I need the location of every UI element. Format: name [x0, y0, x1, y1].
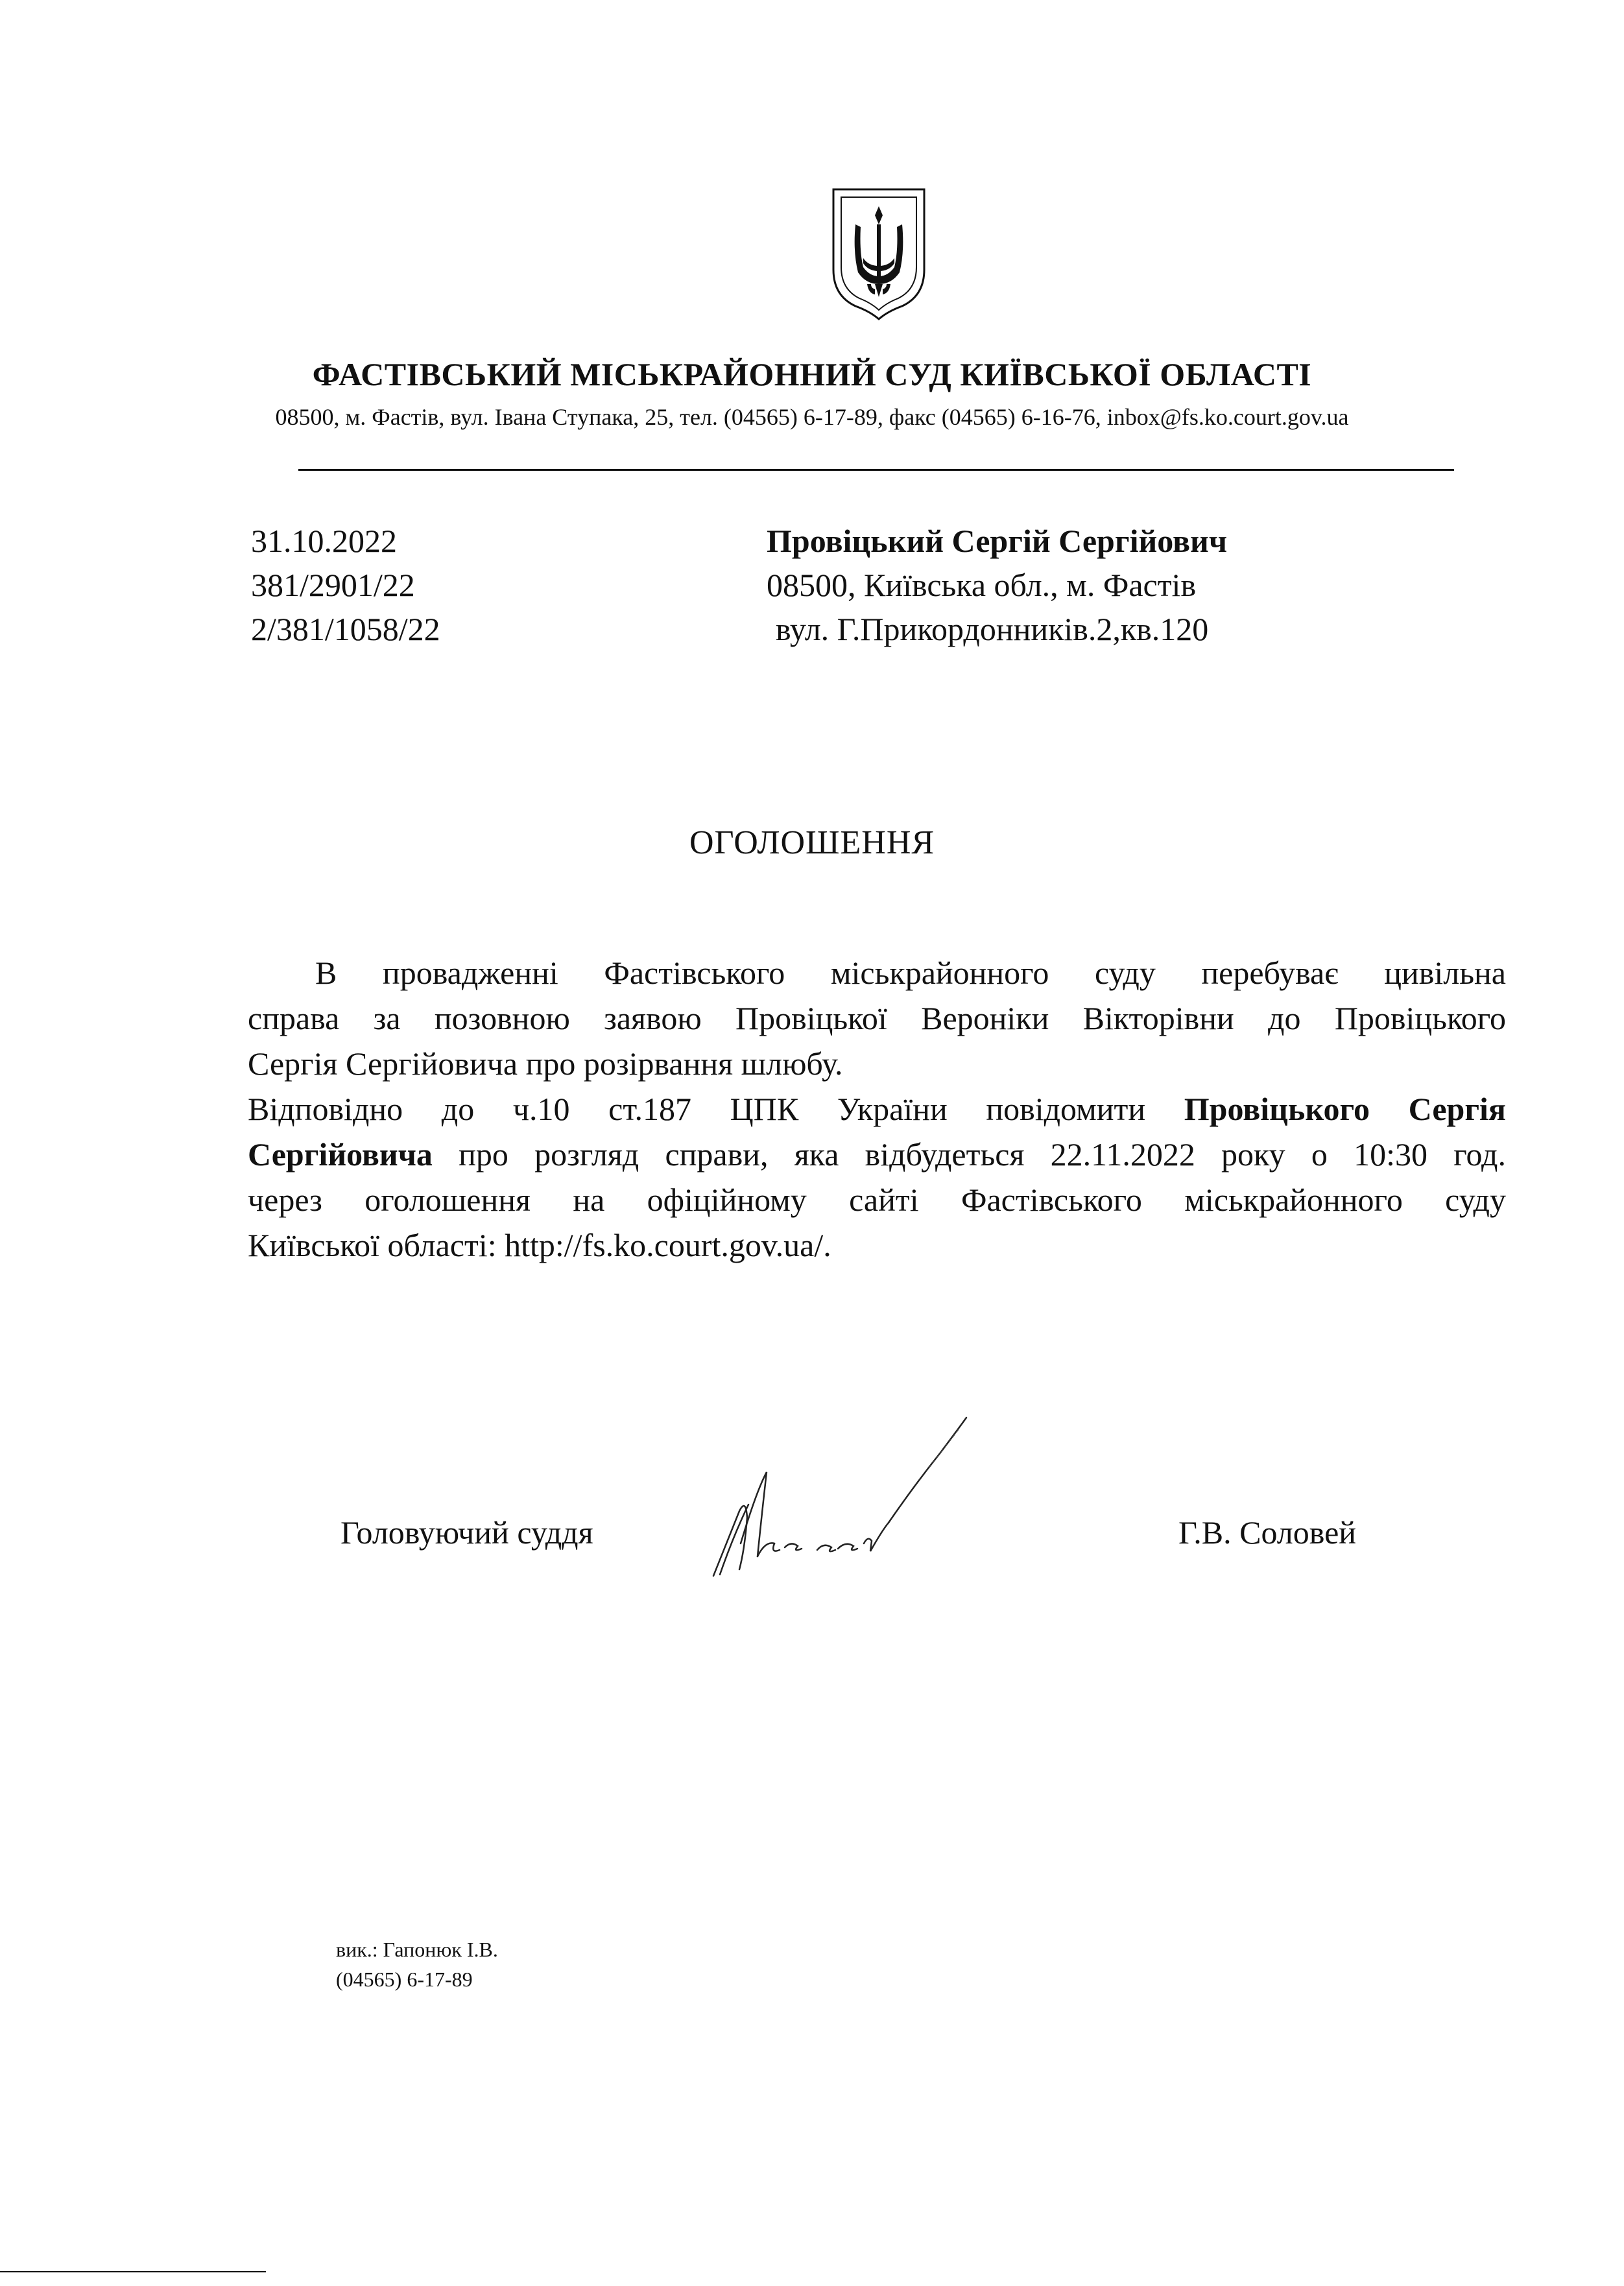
court-contacts: 08500, м. Фастів, вул. Івана Ступака, 25, тел. (04565) 6-17-89, факс (04565) 6-16-76, inbox@fs.ko.court.gov.ua [275, 404, 1349, 430]
footer-divider [0, 2271, 266, 2272]
body-line: через оголошення на офіційному сайті Фастівського міськрайонного суду [248, 1182, 1506, 1218]
body-line: справа за позовною заявою Провіцької Вероніки Вікторівни до Провіцького [248, 1000, 1506, 1036]
header-divider [298, 469, 1454, 471]
handwritten-signature [694, 1414, 1044, 1582]
body-text-fragment: про розгляд справи, яка відбудеться 22.11.2022 року о 10:30 год. [432, 1136, 1506, 1173]
judge-title: Головуючий суддя [340, 1514, 593, 1551]
recipient-name: Провіцький Сергій Сергійович [767, 523, 1228, 559]
court-name: ФАСТІВСЬКИЙ МІСЬКРАЙОННИЙ СУД КИЇВСЬКОЇ ОБЛАСТІ [312, 356, 1312, 392]
body-line: Київської області: http://fs.ko.court.gov.ua/. [248, 1227, 831, 1263]
trident-coat-of-arms-icon [830, 187, 928, 320]
respondent-name-bold: Провіцького Сергія [1184, 1091, 1506, 1127]
executor-phone: (04565) 6-17-89 [336, 1968, 473, 1991]
executor-name: вик.: Гапонюк І.В. [336, 1938, 498, 1961]
outgoing-number: 381/2901/22 [251, 567, 415, 603]
body-line: Сергія Сергійовича про розірвання шлюбу. [248, 1045, 843, 1082]
case-number: 2/381/1058/22 [251, 611, 440, 647]
announcement-title: ОГОЛОШЕННЯ [689, 824, 935, 861]
recipient-address-line1: 08500, Київська обл., м. Фастів [767, 567, 1197, 603]
body-line: В провадженні Фастівського міськрайонного суду перебуває цивільна [315, 955, 1506, 991]
announcement-body [248, 950, 1506, 1268]
body-line [248, 1132, 1506, 1177]
judge-name: Г.В. Соловей [1178, 1514, 1357, 1551]
letter-date: 31.10.2022 [251, 523, 397, 559]
respondent-name-bold: Сергійовича [248, 1136, 433, 1173]
body-line [248, 1086, 1506, 1132]
recipient-address-line2: вул. Г.Прикордонників.2,кв.120 [776, 611, 1209, 647]
body-text-fragment: Відповідно до ч.10 ст.187 ЦПК України повідомити [248, 1091, 1184, 1127]
